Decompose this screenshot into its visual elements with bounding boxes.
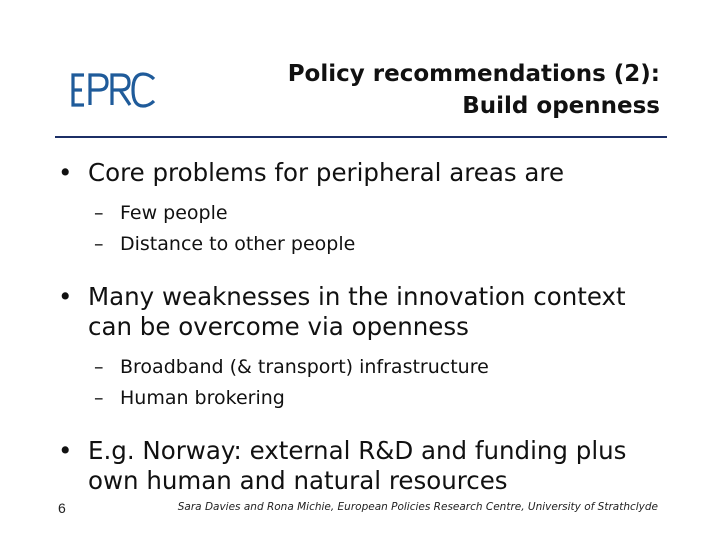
sub-marker: – <box>94 356 104 378</box>
sub-marker: – <box>94 233 104 255</box>
bullet-list <box>30 158 690 496</box>
bullet-text: Many weaknesses in the innovation context <box>88 282 626 311</box>
title-divider <box>55 136 667 138</box>
eprc-logo <box>70 70 158 110</box>
sub-text: Distance to other people <box>120 233 356 255</box>
slide-title <box>288 58 660 122</box>
bullet-text: can be overcome via openness <box>88 312 469 341</box>
bullet-text: Core problems for peripheral areas are <box>88 158 565 187</box>
title-line-2: Build openness <box>462 93 660 119</box>
sub-item <box>30 383 690 414</box>
bullet-marker: • <box>58 158 73 187</box>
bullet-text: own human and natural resources <box>88 466 508 495</box>
sub-text: Broadband (& transport) infrastructure <box>120 356 489 378</box>
sub-item <box>30 198 690 229</box>
bullet-marker: • <box>58 282 73 311</box>
sub-text: Human brokering <box>120 387 285 409</box>
sub-item <box>30 352 690 383</box>
sub-marker: – <box>94 202 104 224</box>
title-line-1: Policy recommendations (2): <box>287 61 660 87</box>
page-number: 6 <box>58 500 66 516</box>
sub-item <box>30 229 690 260</box>
sub-marker: – <box>94 387 104 409</box>
sub-list <box>30 198 690 260</box>
footer-credit: Sara Davies and Rona Michie, European Policies Research Centre, University of Strathclyde <box>177 501 658 513</box>
sub-text: Few people <box>120 202 228 224</box>
bullet-item <box>30 158 690 188</box>
bullet-marker: • <box>58 436 73 465</box>
bullet-text: E.g. Norway: external R&D and funding plus <box>88 436 627 465</box>
sub-list <box>30 352 690 414</box>
bullet-item <box>30 436 690 496</box>
bullet-item <box>30 282 690 342</box>
